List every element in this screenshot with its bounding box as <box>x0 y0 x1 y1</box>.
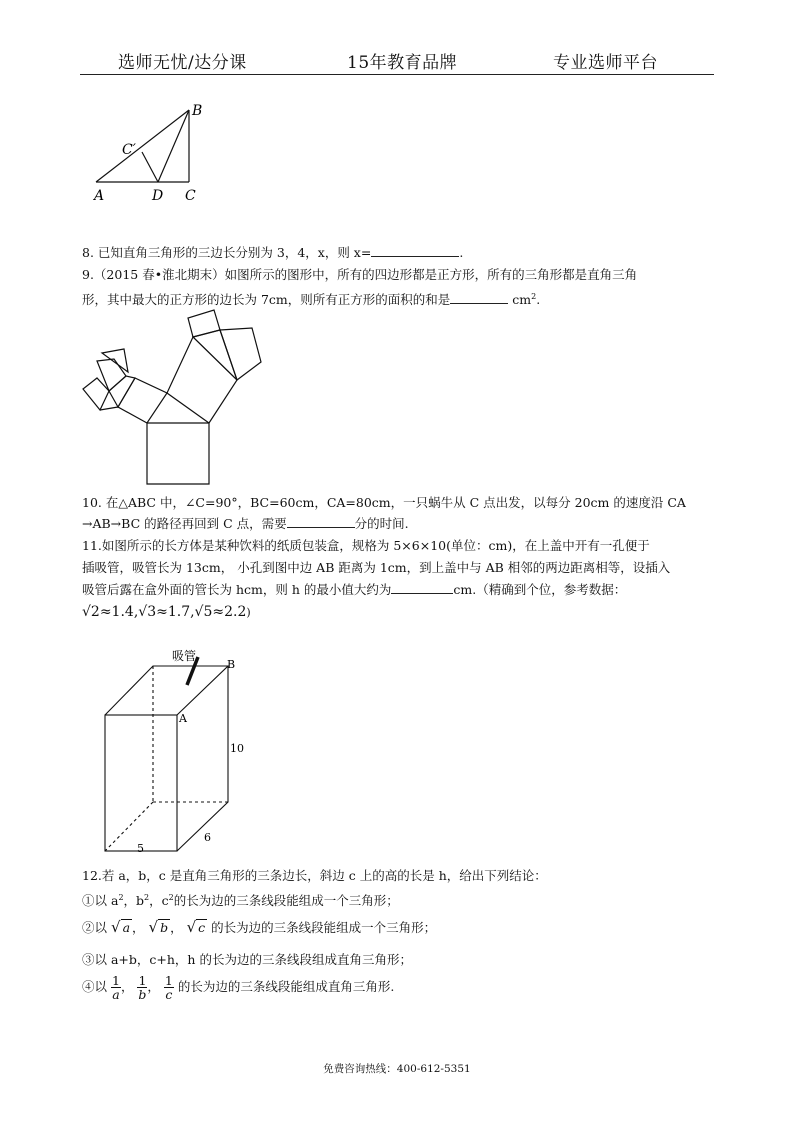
question-12-item2: ②以 √ a ， √ b ， √ c 的长为边的三条线段能组成一个三角形； <box>82 918 437 936</box>
label-a: A <box>94 188 105 204</box>
straw-label: 吸管 <box>172 649 197 663</box>
footer-hotline: 免费咨询热线：400-612-5351 <box>323 1063 471 1075</box>
box-height-label: 10 <box>230 742 244 755</box>
header-center: 15年教育品牌 <box>347 53 458 73</box>
label-d: D <box>152 188 164 204</box>
question-11-line2: 插吸管，吸管长为 13cm， 小孔到图中边 AB 距离为 1cm，到上盖中与 AB 相邻的两边距离相等，设插入 <box>82 560 671 575</box>
q9-blank[interactable] <box>450 291 508 304</box>
question-10-line2: →AB→BC 的路径再回到 C 点，需要 分的时间. <box>82 516 409 531</box>
question-9-line1: 9.（2015 春•淮北期末）如图所示的图形中，所有的四边形都是正方形，所有的三角形都是直角三角 <box>82 267 638 282</box>
triangle-figure <box>88 100 218 205</box>
label-c: C <box>185 188 196 204</box>
question-12-item3: ③以 a+b，c+h，h 的长为边的三条线段组成直角三角形； <box>82 952 412 967</box>
question-12-item1: ①以 $a^2$，$b^2$，$c^2$的长为边的三条线段能组成一个三角形； <box>82 893 399 909</box>
q10-blank[interactable] <box>287 515 355 528</box>
question-12-line1: 12.若 a，b，c 是直角三角形的三条边长，斜边 c 上的高的长是 h，给出下列结论： <box>82 868 547 883</box>
question-11-reference: √2≈1.4,√3≈1.7,√5≈2.2) <box>82 604 251 620</box>
label-c-prime: C′ <box>122 142 136 158</box>
q11-reference-data: √2≈1.4,√3≈1.7,√5≈2.2 <box>82 604 247 620</box>
pythagoras-squares-figure <box>80 310 280 490</box>
question-8: 8. 已知直角三角形的三边长分别为 3，4，x，则 x= . <box>82 245 464 260</box>
q11-blank[interactable] <box>391 581 453 594</box>
q8-blank[interactable] <box>371 244 459 257</box>
box-label-a: A <box>179 712 187 725</box>
question-12-item4: ④以 $\frac{1}{a}$ ， $\frac{1}{b}$ ， $\frac{1}{c}$ 的长为边的三条线段能组成直角三角形. <box>82 973 395 1002</box>
box-label-b: B <box>227 658 236 671</box>
label-b: B <box>192 103 203 119</box>
question-9-line2: 形，其中最大的正方形的边长为 7cm，则所有正方形的面积的和是 $cm^2$. <box>82 292 541 308</box>
question-11-line3: 吸管后露在盒外面的管长为 hcm，则 h 的最小值大约为 cm.（精确到个位，参考数据： <box>82 582 627 597</box>
question-10-line1: 10. 在△ABC 中，∠C=90°，BC=60cm，CA=80cm，一只蜗牛从 C 点出发，以每分 20cm 的速度沿 CA <box>82 495 686 510</box>
box-depth-label: 6 <box>204 831 211 844</box>
box-with-straw-figure <box>100 645 260 860</box>
box-width-label: 5 <box>137 842 144 855</box>
q8-text: 8. 已知直角三角形的三边长分别为 3，4，x，则 x= <box>82 245 372 260</box>
question-11-line1: 11.如图所示的长方体是某种饮料的纸质包装盒，规格为 5×6×10(单位：cm)，在上盖中开有一孔便于 <box>82 538 650 553</box>
header-divider <box>80 74 714 75</box>
header-left: 选师无忧/达分课 <box>118 53 247 73</box>
header-right: 专业选师平台 <box>553 53 658 73</box>
